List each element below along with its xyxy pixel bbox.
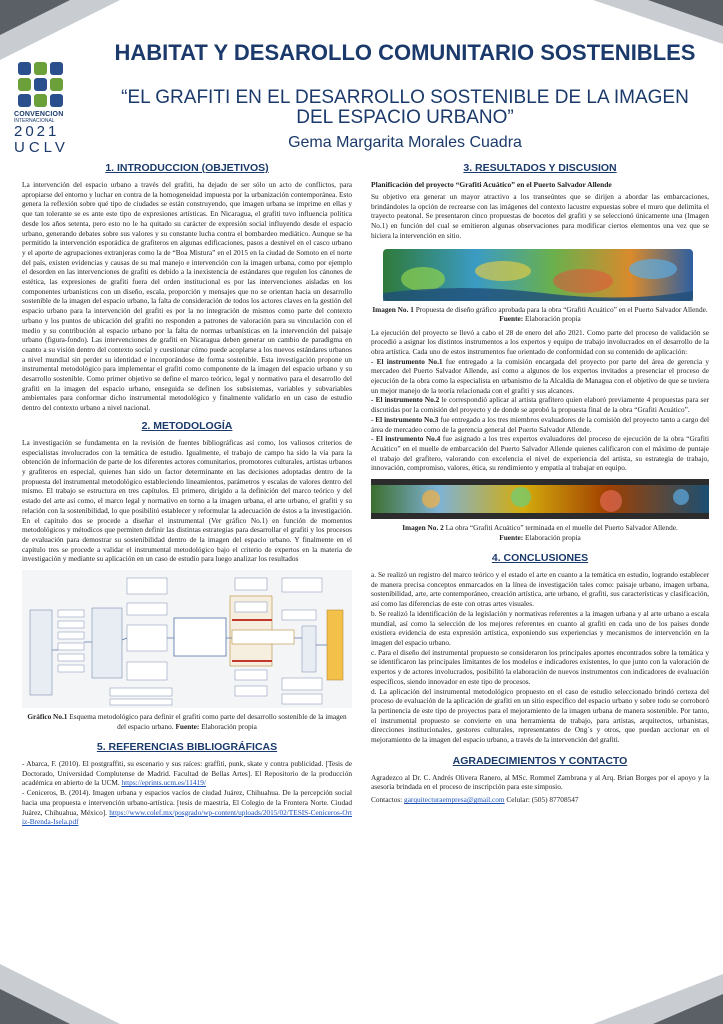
logo-org: UCLV	[14, 139, 69, 156]
instrument-3-text: fue entregado a los tres miembros evaluadores de la comisión del proyecto tanto a cargo del área de mercadeo como de la gerencia general del Puerto Salvador Allende.	[371, 414, 709, 434]
contact-email-link[interactable]: garquitecturaempresa@gmail.com	[404, 795, 505, 805]
instrument-1-label: - El instrumento No.1	[371, 356, 443, 366]
acknowledgements-heading: AGRADECIMIENTOS Y CONTACTO	[452, 754, 628, 767]
diagram-caption-source-label: Fuente:	[175, 721, 200, 731]
instrument-3-label: - El instrumento No.3	[371, 414, 439, 424]
logo-line2: INTERNACIONAL	[14, 118, 55, 124]
instrument-2-text: le correspondió aplicar al artista grafitero quien elaboró previamente 4 propuestas para ser discutidas por la comisión del proyecto y de donde se aprobó la propuesta final de la obra “Grafiti Acuático”.	[371, 395, 709, 415]
intro-heading: 1. INTRODUCCION (OBJETIVOS)	[105, 162, 269, 174]
logo-line1: CONVENCION	[14, 111, 64, 118]
poster-subtitle	[100, 88, 710, 128]
results-paragraph-1: Su objetivo era generar un mayor atractivo a los transeúntes que se dirijen a abordar las embarcaciones, brindándoles la opción de recrearse con las imágenes del contexto lacustre expuestas sobre el muro que delimita el trayecto peatonal. Se presentaron cinco propuestas de bocetos del grafiti y se seleccionó únicamente una (Imagen No.1) en función del cual se emitieron algunas observaciones para modificar ciertos elementos una vez que se hiciera la intervención en sitio.	[371, 192, 709, 240]
reference-1	[22, 759, 352, 788]
reference-1-text: - Abarca, F. (2010). El postgraffiti, su escenario y sus raíces: graffiti, punk, skate y contra publicidad. [Tesis de Doctorado, Universidad Complutense de Madrid. Facultad de Bellas Artes]. El Repositorio de la producción académica en abierto de la UCM.	[22, 759, 352, 788]
results-paragraph-2: La ejecución del proyecto se llevó a cabo el 28 de enero del año 2021. Como parte del proceso de validación se procedió a asignar los distintos instrumentos a los expertos y equipo de trabajo involucrados en el desarrollo de la obra artística. Cada uno de estos instrumentos fue orientado de conformidad con su contenido de aplicación:	[371, 327, 709, 356]
instrument-1-text: fue entregado a la comisión encargada del proyecto por parte del área de gerencia y mercadeo del Puerto Salvador Allende, así como a algunos de los expertos invitados a presenciar el proceso de ejecución de la obra como la especialista en urbanismo de la Alcaldía de Managua con el objetivo de que se tuviera un mejor manejo de la teoría relacionada con el grafiti y sus alcances.	[371, 356, 709, 395]
intro-text: La intervención del espacio urbano a través del grafiti, ha dejado de ser sólo un acto de conflictos, para apropiarse del entorno y luchar en contra de la homogeneidad impuesta por la urbanización contemporánea. Esto genera la reflexión sobre qué tipo de ciudades se están construyendo, que imagen urbana se imprime en ellas y que tan tolerante se es ante este tipo de expresiones artísticas. En Nicaragua, el grafiti tuvo influencia política desde los años setenta, pero esto no le ha quitado su carácter de expresión social influyendo desde el espacio urbano, generando debates sobre sus valores y su constante lucha contra el bombardeo mediático. Aunque se ha permitido la intervención esporádica de grafiteros en algunas edificaciones, pasos a desnivel en el casco urbano y el aporte de agrupaciones extranjeras como la de “Boa Mistura” en el 2015 en la ciudad de Somoto en el norte del país, existen evidencias y causas de su mal manejo e intervención con la imagen urbana, como por ejemplo el desorden en las intervenciones de grafiti es debido a la inexistencia de estándares que regulen los cánones de estética, las expresiones de grafiti fuera del orden institucional es por las intervenciones aisladas en los componentes urbanísticos con un diseño, escala, proporción y mensajes que no se orientan hacia un desarrollo sostenible de la imagen del espacio urbano, la falta de consideración de todos los actores claves en la gestión del espacio urbano para la intervención del grafiti es por la no integración de mismos como parte del contexto urbano y los puntos de ubicación del grafiti no responden a patrones de valoración para su vinculación con el medio y su contribución al espacio urbano por la falta de normas urbanísticas en la intervención del paisaje urbano (figura-fondo). Las intervenciones de grafiti en Nicaragua deben generar un cambio de paradigma en cuanto a su visión dentro del contexto social y cuestionar cómo puede acoplarse a los nuevos estándares urbanos a nivel mundial sin perder su identidad e incorporándose de forma sostenible. Esta investigación propone un instrumental metodológico para implementar el grafiti como componente de la imagen del espacio urbano y su desarrollo sostenible. Como primer objetivo se define el marco teórico, legal y normativo para el desarrollo del grafiti en la imagen del espacio urbano, enseguida se definen los subsistemas, variables y subvariables ambientales para conformar dicho instrumental metodológico y finalmente validarlo en un caso de estudio dentro del contexto urbano a nivel nacional.	[22, 180, 352, 413]
contact-line	[371, 795, 709, 805]
diagram-caption-text: Esquema metodológico para definir el grafiti como parte del desarrollo sostenible de la imagen del espacio urbano.	[67, 712, 347, 731]
image-1-caption	[371, 305, 709, 324]
image-2-graffiti-photo	[371, 479, 709, 519]
contact-phone: Celular: (505) 87708547	[504, 795, 579, 805]
instrument-3	[371, 415, 709, 434]
results-subheading: Planificación del proyecto “Grafiti Acuático” en el Puerto Salvador Allende	[371, 180, 612, 189]
diagram-caption-source: Elaboración propia	[199, 721, 257, 731]
image-1-caption-label: Imagen No. 1	[372, 304, 414, 314]
instrument-4-label: - El instrumento No.4	[371, 434, 441, 444]
left-column	[22, 162, 352, 827]
instrument-2-label: - El instrumento No.2	[371, 395, 440, 405]
conclusion-d: d. La aplicación del instrumental metodológico propuesto en el caso de estudio seleccionado brindó certeza del proceso de evaluación de la aplicación de grafiti en un sitio específico del espacio urbano y sobre todo se corroboró la pertinencia de este tipo de proyectos para el mejoramiento de la imagen urbana de manera sostenible. Por tanto, el instrumental propuesto se convierte en una herramienta de trabajo, para artistas, arquitectos, urbanistas, direcciones institucionales, gestores culturales, representantes de Ong´s y otros, que puedan accionar en el mejoramiento de la imagen del espacio urbano, a través de la intervención del grafiti.	[371, 686, 709, 745]
logo-year: 2021	[14, 123, 60, 140]
image-2-source: Elaboración propia	[523, 532, 581, 542]
corner-decoration-bottom-right	[593, 974, 723, 1024]
image-1-source: Elaboración propia	[523, 314, 581, 324]
conclusion-b: b. Se realizó la identificación de la legislación y normativas referentes a la imagen urbana y al arte urbano a escala mundial, así como la selección de los mejores referentes en cuanto al grafiti en cada uno de los países donde existiera evidencia de esta expresión artística, exponiendo sus experiencias y mecanismos de intervención en la imagen del espacio urbano.	[371, 608, 709, 647]
author-name: Gema Margarita Morales Cuadra	[288, 134, 522, 151]
acknowledgements-text: Agradezco al Dr. C. Andrés Olivera Ranero, al MSc. Rommel Zambrana y al Arq. Brian Borges por el apoyo y la asesoría brindada en el proceso de inscripción para este simposio.	[371, 772, 709, 792]
image-1-caption-text: Propuesta de diseño gráfico aprobada para la obra “Grafiti Acuático” en el Puerto Salvador Allende.	[413, 304, 708, 314]
image-1-graffiti-design	[383, 249, 693, 301]
diagram-caption	[22, 712, 352, 731]
reference-2	[22, 788, 352, 827]
contact-label: Contactos:	[371, 795, 405, 805]
instrument-2	[371, 395, 709, 414]
results-heading: 3. RESULTADOS Y DISCUSION	[463, 162, 617, 174]
image-1-source-label: Fuente:	[499, 314, 524, 324]
reference-2-link[interactable]: https://www.colef.mx/posgrado/wp-content/uploads/2015/02/TESIS-Ceniceros-Ortiz-Brenda-Isela.pdf	[22, 807, 352, 827]
subtitle-line2: DEL ESPACIO URBANO”	[296, 107, 514, 128]
image-2-caption-label: Imagen No. 2	[402, 523, 444, 533]
right-column	[371, 162, 709, 805]
instrument-1	[371, 357, 709, 396]
reference-1-link[interactable]: https://eprints.ucm.es/11419/	[121, 778, 206, 788]
corner-decoration-top-right	[593, 0, 723, 44]
logo-mark-icon	[18, 62, 76, 107]
methodology-diagram	[22, 570, 352, 708]
poster-title: HABITAT Y DESAROLLO COMUNITARIO SOSTENIBLES	[114, 40, 696, 65]
reference-2-text: - Ceniceros, B. (2014). Imagen urbana y espacios vacíos de ciudad Juárez, Chihuahua. De la percepción social hacia una propuesta e intervención urbano-artística. [tesis de maestría, El Colegio de la Frontera Norte. Ciudad Juárez, Chihuahua, México].	[22, 788, 352, 817]
diagram-caption-label: Gráfico No.1	[27, 712, 68, 722]
methodology-text: La investigación se fundamenta en la revisión de fuentes bibliográficas así como, los valiosos criterios de especialistas involucrados con la temática de estudio. Igualmente, el trabajo de campo ha sido la vía para la obtención de información de parte de los diferentes actores comunitarios, promotores culturales, artistas urbanos y grafiteros en especial, quienes han sido un factor determinante en las decisiones adoptadas dentro de la propuesta del instrumental metodológico estableciendo lineamientos, parámetros y escalas de valores dentro del mismo. El trabajo se estructura en tres capítulos. El primero, dirigido a la definición del marco teórico y del estado del arte así como, el marco legal y normativo en torno a la imagen urbana, el arte urbano, el grafiti y su relación con la sostenibilidad, lo que posibilitó establecer y reformular la adecuación de éstos a la investigación. En el capítulo dos se procede a diseñar el instrumental (Ver gráfico No.1) en función de momentos metodológicos y métodicos que permiten definir las distintas estrategias para desarrollar el grafiti y los procesos de evaluación para demostrar su sostenibilidad dentro de la imagen del espacio urbano. Y finalmente en el capítulo tres se procede a validar el instrumental metodológico bajo el criterio de expertos en la materia de investigación y mediante su aplicación en un caso de estudio para luego analizar los resultados	[22, 437, 352, 564]
instrument-4-text: fue asignado a los tres expertos evaluadores del proceso de ejecución de la obra “Grafiti Acuático” en el muelle de embarcación del Puerto Salvador Allende quienes calificaron con el máximo de puntaje el trabajo del grafitero, valorando con excelencia el nivel de experiencia del artista, su estrategia de trabajo, innovación, compromiso, valores, ética, su rendimiento y empatía al trabajar en equipo.	[371, 434, 710, 473]
conclusion-c: c. Para el diseño del instrumental propuesto se consideraron los principales aportes encontrados sobre la temática y se identificaron las principales limitantes de los modelos e indicadores existentes, lo que junto con la valoración de expertos y de actores involucrados, posibilitó la elaboración de nuevos instrumentos con indicadores de evaluación específicos, siendo innovador en este tipo de procesos.	[371, 647, 709, 686]
corner-decoration-bottom-left	[0, 964, 120, 1024]
conclusion-a: a. Se realizó un registro del marco teórico y el estado el arte en cuanto a la temática en estudio, logrando establecer de manera precisa conceptos enmarcados en la línea de investigación tales como: paisaje urbano, imagen urbana, sostenibilidad, arte, arte contemporáneo, creación artística, arte urbano, el grafiti, sus características y clasificación, así como las diferencias de este con otras artes visuales.	[371, 570, 709, 609]
methodology-heading: 2. METODOLOGÍA	[141, 419, 233, 432]
image-2-source-label: Fuente:	[499, 532, 524, 542]
instrument-4	[371, 434, 709, 473]
subtitle-line1: “EL GRAFITI EN EL DESARROLLO SOSTENIBLE DE LA IMAGEN	[121, 87, 689, 108]
references-heading: 5. REFERENCIAS BIBLIOGRÁFICAS	[96, 741, 278, 754]
image-2-caption	[371, 523, 709, 542]
conclusions-heading: 4. CONCLUSIONES	[491, 552, 589, 565]
convention-logo	[14, 62, 76, 155]
image-2-caption-text: La obra “Grafiti Acuático” terminada en el muelle del Puerto Salvador Allende.	[443, 523, 678, 533]
